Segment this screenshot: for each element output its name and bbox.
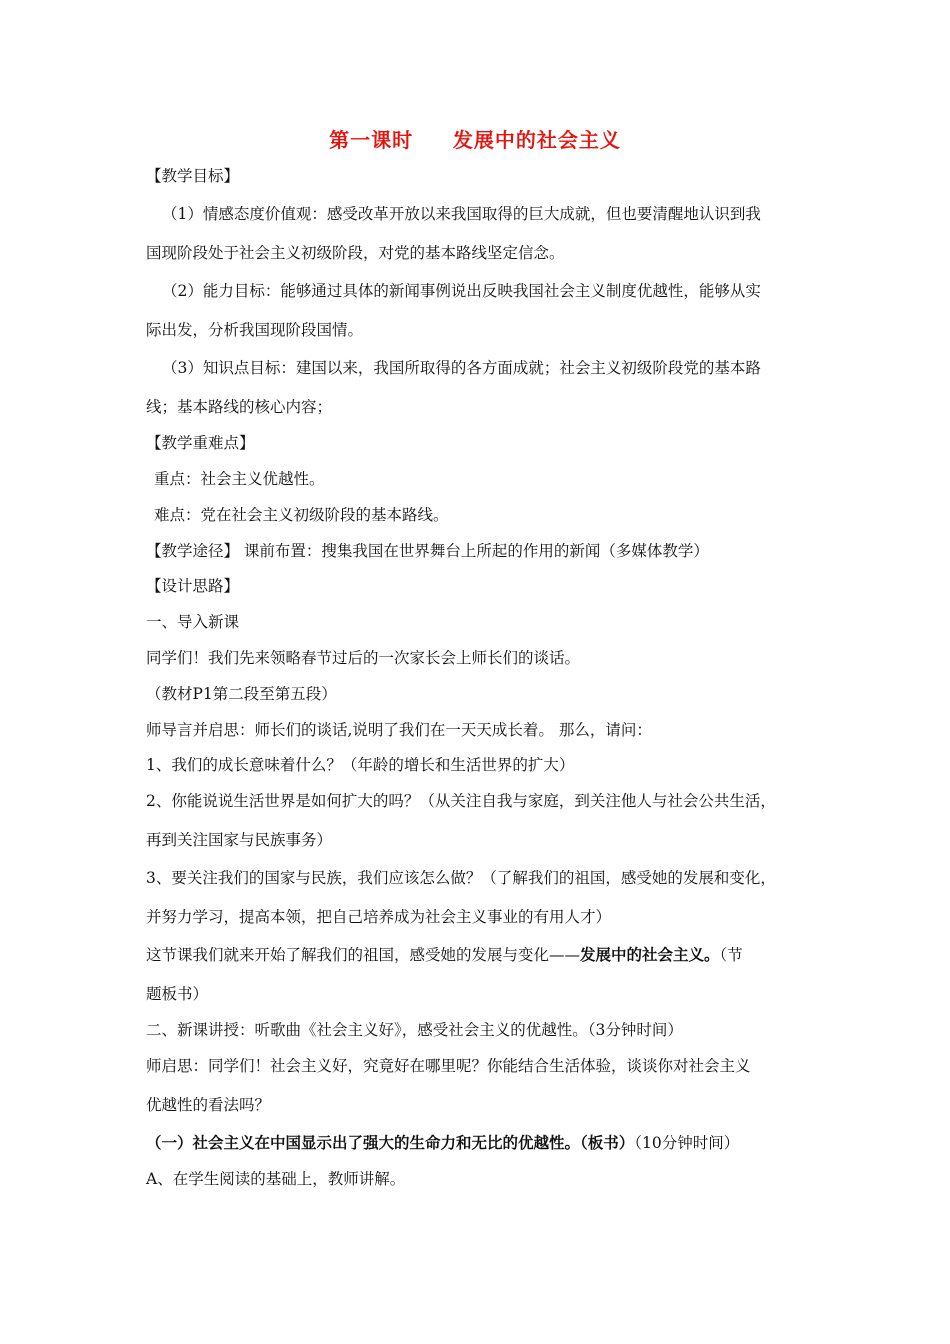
paragraph-line: 难点：党在社会主义初级阶段的基本路线。 [154,506,449,524]
section-heading-approach: 【教学途径】 课前布置：搜集我国在世界舞台上所起的作用的新闻（多媒体教学） [146,542,709,560]
paragraph-text: （10分钟时间） [634,1134,740,1152]
paragraph-line: （教材P1第二段至第五段） [146,685,337,703]
paragraph-line: 并努力学习，提高本领，把自己培养成为社会主义事业的有用人才） [146,908,612,926]
paragraph-line: 际出发，分析我国现阶段国情。 [146,321,364,339]
paragraph-line: 重点：社会主义优越性。 [154,470,325,488]
paragraph-line: 线；基本路线的核心内容； [146,398,333,416]
paragraph-line: 3、要关注我们的国家与民族，我们应该怎么做？（了解我们的祖国，感受她的发展和变化， [146,869,776,887]
paragraph-line: （2）能力目标：能够通过具体的新闻事例说出反映我国社会主义制度优越性，能够从实 [162,282,761,300]
paragraph-line: 优越性的看法吗？ [146,1096,271,1114]
paragraph-text: 这节课我们就来开始了解我们的祖国，感受她的发展与变化—— [146,946,581,964]
paragraph-line [146,1133,739,1153]
paragraph-line: 师启思：同学们！社会主义好，究竟好在哪里呢？你能结合生活体验，谈谈你对社会主义 [146,1057,751,1075]
paragraph-line: （3）知识点目标：建国以来，我国所取得的各方面成就；社会主义初级阶段党的基本路 [162,359,761,377]
paragraph-line: （1）情感态度价值观：感受改革开放以来我国取得的巨大成就，但也要清醒地认识到我 [162,205,761,223]
paragraph-line: 2、你能说说生活世界是如何扩大的吗？（从关注自我与家庭，到关注他人与社会公共生活， [146,792,776,810]
page-title: 第一课时 发展中的社会主义 [329,128,621,152]
paragraph-line: 同学们！我们先来领略春节过后的一次家长会上师长们的谈话。 [146,649,581,667]
section-heading-design: 【设计思路】 [146,577,240,595]
paragraph-line [146,945,743,965]
paragraph-line: 1、我们的成长意味着什么？（年龄的增长和生活世界的扩大） [146,756,575,774]
section-heading-key-points: 【教学重难点】 [146,434,255,452]
paragraph-line: 再到关注国家与民族事务） [146,831,333,849]
paragraph-line: 师导言并启思：师长们的谈话,说明了我们在一天天成长着。 那么，请问： [146,721,652,739]
emphasis-text: （一）社会主义在中国显示出了强大的生命力和无比的优越性。（板书） [146,1133,635,1152]
subsection-heading: 二、新课讲授：听歌曲《社会主义好》，感受社会主义的优越性。（3分钟时间） [146,1021,683,1039]
paragraph-line: A、在学生阅读的基础上，教师讲解。 [146,1170,406,1188]
paragraph-line: 题板书） [146,985,209,1003]
paragraph-text: （节 [719,946,743,964]
emphasis-text: 发展中的社会主义。 [580,945,720,964]
subsection-heading: 一、导入新课 [146,613,240,631]
section-heading-objectives: 【教学目标】 [146,167,240,185]
paragraph-line: 国现阶段处于社会主义初级阶段，对党的基本路线坚定信念。 [146,244,565,262]
